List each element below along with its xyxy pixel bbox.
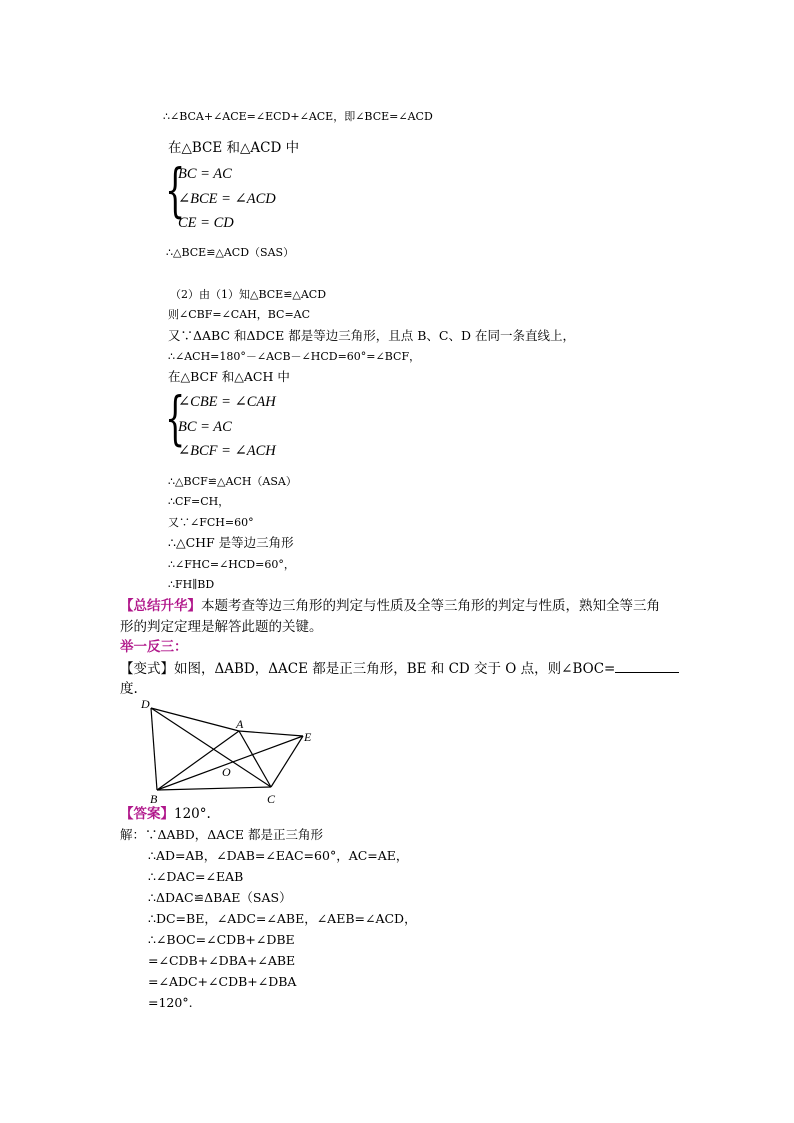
geometry-figure <box>130 695 330 810</box>
label-e: E <box>304 730 312 744</box>
label-d: D <box>141 697 150 711</box>
answer-blank <box>615 660 679 673</box>
system2-eq-2: BC = AC <box>178 419 232 435</box>
answer-line <box>120 806 211 822</box>
segment-dc <box>151 708 271 787</box>
proof-line-1: ∴∠BCA+∠ACE=∠ECD+∠ACE，即∠BCE=∠ACD <box>163 110 433 123</box>
part2-line-11: ∴FH∥BD <box>168 578 215 591</box>
part2-line-6: ∴△BCF≌△ACH（ASA） <box>168 475 297 488</box>
solution-line-1: 解：∵ΔABD，ΔACE 都是正三角形 <box>120 827 323 842</box>
segment-da <box>151 708 239 731</box>
summary-label: 【总结升华】 <box>120 598 201 614</box>
segment-ce <box>271 736 303 787</box>
brace-2: { <box>165 384 186 452</box>
variant-label: 【变式】 <box>120 661 174 677</box>
solution-line-4: ∴ΔDAC≌ΔBAE（SAS） <box>148 890 292 905</box>
variant-heading: 举一反三： <box>120 639 188 655</box>
segment-bc <box>157 787 271 790</box>
part2-line-5: 在△BCF 和△ACH 中 <box>168 369 290 384</box>
segment-be <box>157 736 303 790</box>
proof-line-3: ∴△BCE≌△ACD（SAS） <box>166 246 295 259</box>
part2-line-7: ∴CF=CH， <box>168 495 230 508</box>
segment-ac <box>239 731 271 787</box>
answer-value: 120°. <box>174 806 211 822</box>
part2-line-10: ∴∠FHC=∠HCD=60°， <box>168 558 295 571</box>
label-o: O <box>222 765 231 779</box>
brace-1: { <box>165 156 186 224</box>
part2-line-3: 又∵ΔABC 和ΔDCE 都是等边三角形，且点 B、C、D 在同一条直线上， <box>168 328 575 343</box>
solution-line-5: ∴DC=BE，∠ADC=∠ABE，∠AEB=∠ACD， <box>148 911 417 926</box>
variant-text-1: 如图，ΔABD，ΔACE 都是正三角形，BE 和 CD 交于 O 点，则∠BOC= <box>174 661 616 677</box>
part2-line-8: 又∵∠FCH=60° <box>168 516 254 529</box>
solution-line-8: =∠ADC+∠CDB+∠DBA <box>148 974 297 989</box>
label-b: B <box>150 792 158 806</box>
system1-eq-2: ∠BCE = ∠ACD <box>178 191 276 207</box>
variant-text-2: 度. <box>120 681 138 697</box>
segment-ae <box>239 731 303 736</box>
summary-line-1 <box>120 598 660 614</box>
segment-db <box>151 708 157 790</box>
variant-line-1 <box>120 660 679 677</box>
part2-line-2: 则∠CBF=∠CAH，BC=AC <box>168 308 311 321</box>
system2-eq-1: ∠CBE = ∠CAH <box>178 394 276 410</box>
solution-line-9: =120°. <box>148 995 193 1010</box>
system1-eq-3: CE = CD <box>178 215 234 231</box>
summary-text-1: 本题考查等边三角形的判定与性质及全等三角形的判定与性质，熟知全等三角 <box>201 598 660 614</box>
answer-label: 【答案】 <box>120 806 174 822</box>
label-a: A <box>236 717 244 731</box>
solution-line-3: ∴∠DAC=∠EAB <box>148 869 244 884</box>
solution-line-6: ∴∠BOC=∠CDB+∠DBE <box>148 932 295 947</box>
part2-line-9: ∴△CHF 是等边三角形 <box>168 535 294 550</box>
summary-text-2: 形的判定定理是解答此题的关键。 <box>120 619 323 635</box>
proof-line-2: 在△BCE 和△ACD 中 <box>168 140 300 156</box>
solution-line-2: ∴AD=AB，∠DAB=∠EAC=60°，AC=AE， <box>148 848 409 863</box>
part2-line-1: （2）由（1）知△BCE≌△ACD <box>170 288 327 301</box>
label-c: C <box>267 792 276 806</box>
system1-eq-1: BC = AC <box>178 166 232 182</box>
part2-line-4: ∴∠ACH=180°－∠ACB－∠HCD=60°=∠BCF， <box>168 350 421 363</box>
solution-line-7: =∠CDB+∠DBA+∠ABE <box>148 953 296 968</box>
segment-ab <box>157 731 239 790</box>
system2-eq-3: ∠BCF = ∠ACH <box>178 443 276 459</box>
